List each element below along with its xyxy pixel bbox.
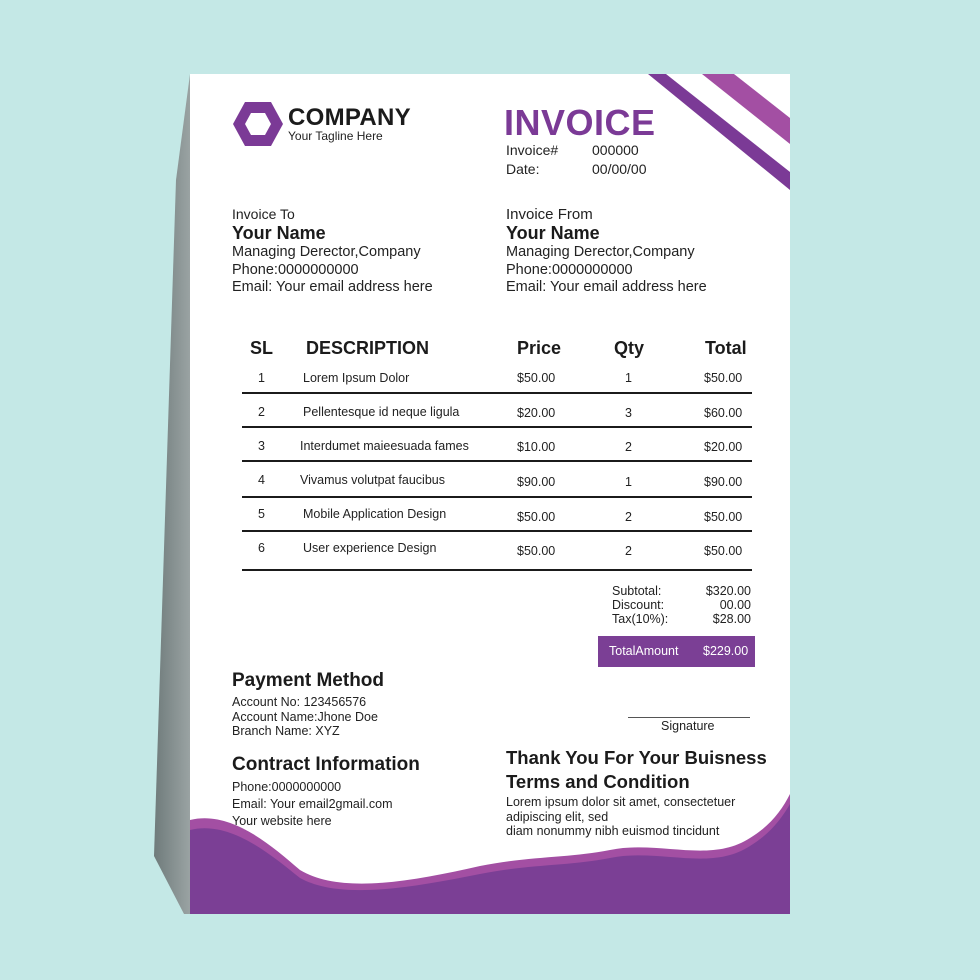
row-divider bbox=[242, 569, 752, 571]
row-total: $60.00 bbox=[704, 406, 743, 420]
row-description: Pellentesque id neque ligula bbox=[303, 405, 460, 419]
total-amount-value: $229.00 bbox=[703, 644, 749, 658]
row-description: Interdumet maieesuada fames bbox=[300, 439, 469, 453]
contact-website: Your website here bbox=[232, 814, 332, 828]
bill-to-phone: Phone:0000000000 bbox=[232, 261, 359, 278]
bill-from-email: Email: Your email address here bbox=[506, 279, 707, 295]
row-qty: 2 bbox=[625, 440, 632, 454]
thanks-text: Thank You For Your Buisness bbox=[506, 747, 767, 768]
discount-label: Discount: bbox=[612, 598, 665, 612]
row-sl: 3 bbox=[258, 439, 265, 453]
row-qty: 3 bbox=[625, 406, 632, 420]
bill-from-title: Managing Derector,Company bbox=[506, 244, 695, 260]
bill-to-heading: Invoice To bbox=[232, 206, 295, 222]
header-description: DESCRIPTION bbox=[306, 338, 430, 358]
row-price: $90.00 bbox=[517, 475, 556, 489]
row-sl: 2 bbox=[258, 405, 265, 419]
account-name: Account Name:Jhone Doe bbox=[232, 709, 378, 724]
row-divider bbox=[242, 426, 752, 428]
row-total: $90.00 bbox=[704, 475, 743, 489]
tax-label: Tax(10%): bbox=[612, 612, 669, 626]
invoice-number: 000000 bbox=[592, 142, 639, 158]
bill-from-block bbox=[506, 206, 707, 297]
row-qty: 1 bbox=[625, 475, 632, 489]
bill-to-email: Email: Your email address here bbox=[232, 279, 433, 295]
invoice-date-label: Date: bbox=[506, 161, 540, 177]
row-sl: 5 bbox=[258, 507, 265, 521]
total-amount-label: TotalAmount bbox=[609, 644, 679, 658]
row-divider bbox=[242, 460, 752, 462]
hexagon-icon bbox=[232, 100, 284, 148]
footer-wave bbox=[190, 774, 790, 914]
contact-email: Email: Your email2gmail.com bbox=[232, 797, 393, 811]
subtotal-label: Subtotal: bbox=[612, 584, 662, 598]
company-tagline: Your Tagline Here bbox=[288, 129, 383, 143]
terms-line-2: adipiscing elit, sed bbox=[506, 809, 609, 824]
row-sl: 4 bbox=[258, 473, 265, 487]
contact-phone: Phone:0000000000 bbox=[232, 780, 342, 794]
row-total: $50.00 bbox=[704, 544, 743, 558]
bill-from-phone: Phone:0000000000 bbox=[506, 261, 633, 278]
row-description: User experience Design bbox=[303, 541, 437, 555]
company-name: COMPANY bbox=[288, 104, 411, 131]
row-price: $50.00 bbox=[517, 544, 556, 558]
terms-line-1: Lorem ipsum dolor sit amet, consectetuer bbox=[506, 795, 736, 809]
row-total: $20.00 bbox=[704, 440, 743, 454]
bill-from-heading: Invoice From bbox=[506, 206, 593, 223]
row-divider bbox=[242, 392, 752, 394]
row-qty: 2 bbox=[625, 544, 632, 558]
payment-block bbox=[232, 670, 384, 739]
row-sl: 6 bbox=[258, 541, 265, 555]
row-total: $50.00 bbox=[704, 371, 743, 385]
bill-from-name: Your Name bbox=[506, 223, 600, 243]
row-description: Mobile Application Design bbox=[303, 507, 447, 521]
subtotal-value: $320.00 bbox=[705, 584, 751, 598]
header-sl: SL bbox=[250, 338, 274, 358]
row-description: Vivamus volutpat faucibus bbox=[300, 473, 445, 487]
row-qty: 1 bbox=[625, 371, 632, 385]
header-total: Total bbox=[705, 338, 747, 358]
account-number: Account No: 123456576 bbox=[232, 695, 367, 709]
row-price: $50.00 bbox=[517, 371, 556, 385]
bill-to-name: Your Name bbox=[232, 223, 326, 243]
branch-name: Branch Name: XYZ bbox=[232, 724, 340, 738]
row-divider bbox=[242, 496, 752, 498]
bill-to-block bbox=[232, 206, 433, 297]
payment-heading: Payment Method bbox=[232, 670, 385, 691]
header-qty: Qty bbox=[614, 338, 645, 358]
row-description: Lorem Ipsum Dolor bbox=[303, 371, 410, 385]
row-divider bbox=[242, 530, 752, 532]
row-total: $50.00 bbox=[704, 510, 743, 524]
tax-value: $28.00 bbox=[712, 612, 751, 626]
invoice-number-label: Invoice# bbox=[506, 142, 559, 158]
contact-heading: Contract Information bbox=[232, 754, 420, 775]
signature-label: Signature bbox=[661, 719, 715, 733]
bill-to-title: Managing Derector,Company bbox=[232, 244, 421, 260]
invoice-title: INVOICE bbox=[504, 102, 656, 143]
row-price: $20.00 bbox=[517, 406, 556, 420]
terms-heading: Terms and Condition bbox=[506, 771, 690, 792]
total-amount-box bbox=[598, 636, 755, 667]
discount-value: 00.00 bbox=[719, 598, 751, 612]
invoice-sheet bbox=[190, 74, 790, 914]
row-price: $50.00 bbox=[517, 510, 556, 524]
row-sl: 1 bbox=[258, 371, 265, 385]
header-price: Price bbox=[517, 338, 562, 358]
terms-line-3: diam nonummy nibh euismod tincidunt bbox=[506, 824, 720, 838]
row-qty: 2 bbox=[625, 510, 632, 524]
invoice-date: 00/00/00 bbox=[592, 161, 647, 177]
signature-line bbox=[628, 717, 750, 718]
row-price: $10.00 bbox=[517, 440, 556, 454]
